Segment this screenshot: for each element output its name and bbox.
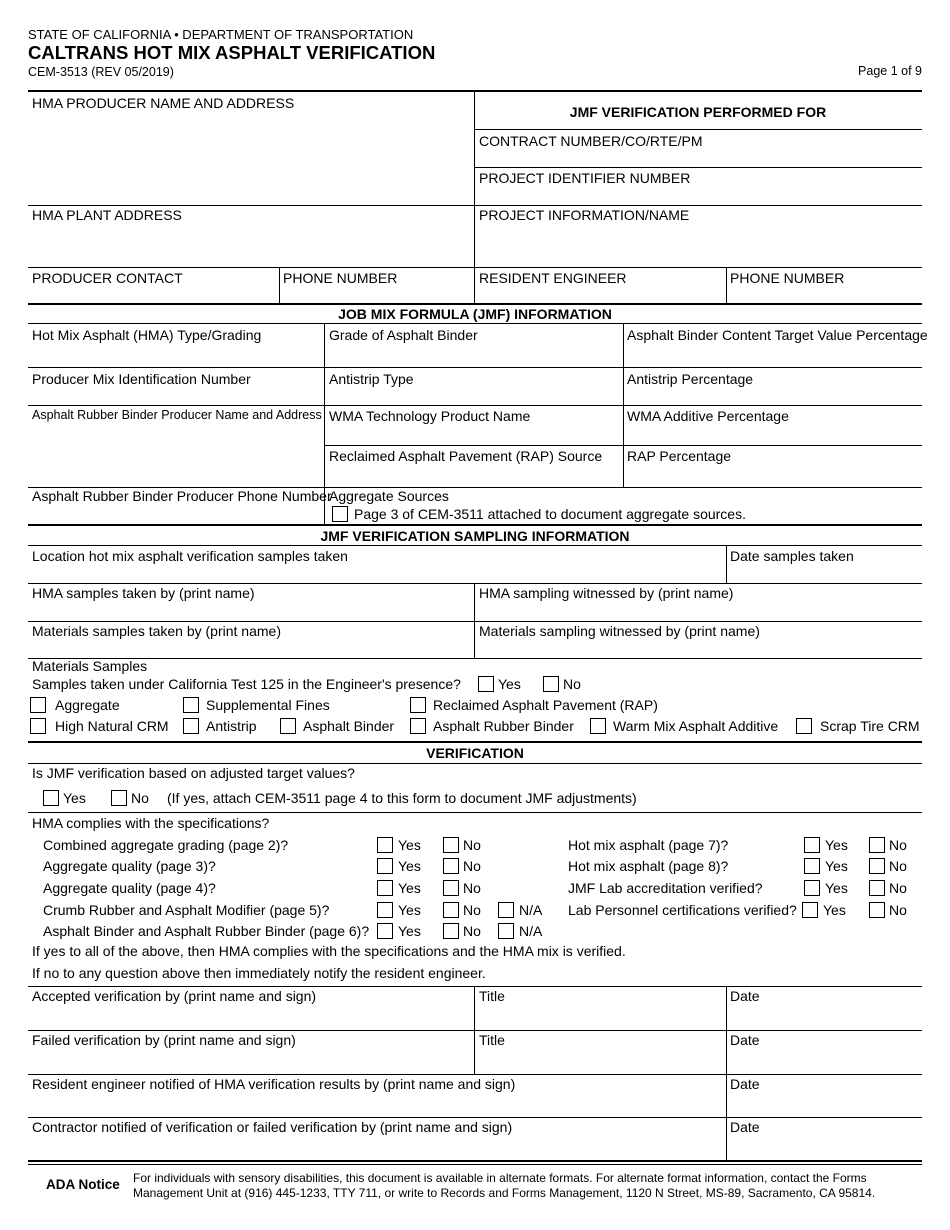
no-checkbox[interactable]	[869, 880, 885, 896]
plant-address-field[interactable]: HMA PLANT ADDRESS	[32, 207, 182, 223]
ct125-yes-checkbox[interactable]	[478, 676, 494, 692]
accepted-title-field[interactable]: Title	[479, 988, 505, 1004]
rule	[28, 1030, 922, 1031]
asphalt-rubber-binder-label: Asphalt Rubber Binder	[433, 718, 574, 734]
re-notified-field[interactable]: Resident engineer notified of HMA verification results by (print name and sign)	[32, 1076, 516, 1092]
no-label: No	[463, 902, 481, 918]
rap-label: Reclaimed Asphalt Pavement (RAP)	[433, 697, 658, 713]
no-checkbox[interactable]	[443, 902, 459, 918]
no-label: No	[889, 837, 907, 853]
resident-engineer-field[interactable]: RESIDENT ENGINEER	[479, 270, 627, 286]
rule	[28, 323, 922, 324]
rap-source-field[interactable]: Reclaimed Asphalt Pavement (RAP) Source	[329, 448, 603, 464]
no-label: No	[889, 858, 907, 874]
check-item-label: Crumb Rubber and Asphalt Modifier (page 5)?	[43, 902, 330, 918]
adjusted-yes-checkbox[interactable]	[43, 790, 59, 806]
jmf-info-heading: JOB MIX FORMULA (JMF) INFORMATION	[338, 306, 612, 322]
rule	[28, 741, 922, 743]
rule	[28, 90, 922, 92]
na-checkbox[interactable]	[498, 923, 514, 939]
yes-label: Yes	[398, 880, 421, 896]
form-number: CEM-3513 (REV 05/2019)	[28, 65, 174, 79]
ct125-no-checkbox[interactable]	[543, 676, 559, 692]
failed-by-field[interactable]: Failed verification by (print name and sign)	[32, 1032, 296, 1048]
no-label: No	[463, 837, 481, 853]
yes-label: Yes	[825, 858, 848, 874]
yes-label: Yes	[825, 837, 848, 853]
jmf-for-heading: JMF VERIFICATION PERFORMED FOR	[569, 104, 827, 120]
if-yes-note: If yes to all of the above, then HMA complies with the specifications and the HMA mix is verified.	[32, 943, 626, 959]
rule	[474, 167, 922, 168]
no-checkbox[interactable]	[443, 837, 459, 853]
agg-sources-label: Aggregate Sources	[329, 488, 449, 504]
antistrip-type-field[interactable]: Antistrip Type	[329, 371, 414, 387]
rule	[28, 986, 922, 987]
rule	[28, 763, 922, 764]
project-id-field[interactable]: PROJECT IDENTIFIER NUMBER	[479, 170, 691, 186]
contractor-notified-date-field[interactable]: Date	[730, 1119, 760, 1135]
verification-heading: VERIFICATION	[426, 745, 524, 761]
mat-taken-field[interactable]: Materials samples taken by (print name)	[32, 623, 281, 639]
accepted-by-field[interactable]: Accepted verification by (print name and sign)	[32, 988, 317, 1004]
supplemental-fines-checkbox[interactable]	[183, 697, 199, 713]
no-label: No	[463, 858, 481, 874]
check-item-label: Aggregate quality (page 3)?	[43, 858, 216, 874]
rule	[726, 545, 727, 583]
scrap-tire-crm-checkbox[interactable]	[796, 718, 812, 734]
producer-contact-field[interactable]: PRODUCER CONTACT	[32, 270, 183, 286]
yes-checkbox[interactable]	[377, 923, 393, 939]
ct125-question: Samples taken under California Test 125 in the Engineer's presence?	[32, 676, 461, 692]
na-label: N/A	[519, 923, 543, 939]
ada-text-line2: Management Unit at (916) 445-1233, TTY 711, or write to Records and Forms Management, 1120 N Street, MS-89, Sacramento, CA 95814.	[133, 1186, 876, 1200]
yes-checkbox[interactable]	[377, 902, 393, 918]
no-checkbox[interactable]	[869, 902, 885, 918]
yes-checkbox[interactable]	[377, 837, 393, 853]
failed-title-field[interactable]: Title	[479, 1032, 505, 1048]
no-label: No	[463, 923, 481, 939]
rule	[726, 267, 727, 304]
high-natural-crm-checkbox[interactable]	[30, 718, 46, 734]
ada-label: ADA Notice	[46, 1177, 120, 1192]
hma-witness-field[interactable]: HMA sampling witnessed by (print name)	[479, 585, 734, 601]
yes-checkbox[interactable]	[377, 880, 393, 896]
rule	[28, 303, 922, 305]
yes-label: Yes	[398, 858, 421, 874]
sample-date-field[interactable]: Date samples taken	[730, 548, 854, 564]
rap-checkbox[interactable]	[410, 697, 426, 713]
check-item-label: JMF Lab accreditation verified?	[568, 880, 763, 896]
yes-checkbox[interactable]	[804, 837, 820, 853]
adjusted-question: Is JMF verification based on adjusted target values?	[32, 765, 355, 781]
if-no-note: If no to any question above then immediately notify the resident engineer.	[32, 965, 486, 981]
rule	[324, 445, 922, 446]
wma-pct-field[interactable]: WMA Additive Percentage	[627, 408, 789, 424]
hma-taken-field[interactable]: HMA samples taken by (print name)	[32, 585, 255, 601]
rule	[28, 621, 922, 622]
binder-grade-field[interactable]: Grade of Asphalt Binder	[329, 327, 478, 343]
check-item-label: Hot mix asphalt (page 7)?	[568, 837, 729, 853]
ada-text-line1: For individuals with sensory disabilities, this document is available in alternate formats. For alternate format information, contact the Forms	[133, 1171, 867, 1185]
materials-samples-label: Materials Samples	[32, 658, 148, 674]
sample-location-field[interactable]: Location hot mix asphalt verification samples taken	[32, 548, 348, 564]
rule	[28, 1074, 922, 1075]
rule	[28, 583, 922, 584]
adjusted-no-checkbox[interactable]	[111, 790, 127, 806]
adjusted-note: (If yes, attach CEM-3511 page 4 to this form to document JMF adjustments)	[167, 790, 637, 806]
form-title: CALTRANS HOT MIX ASPHALT VERIFICATION	[28, 42, 436, 63]
scrap-tire-crm-label: Scrap Tire CRM	[820, 718, 920, 734]
no-checkbox[interactable]	[443, 858, 459, 874]
antistrip-label: Antistrip	[206, 718, 257, 734]
check-item-label: Asphalt Binder and Asphalt Rubber Binder (page 6)?	[43, 923, 370, 939]
wma-additive-label: Warm Mix Asphalt Additive	[613, 718, 779, 734]
re-phone-field[interactable]: PHONE NUMBER	[730, 270, 845, 286]
project-info-field[interactable]: PROJECT INFORMATION/NAME	[479, 207, 690, 223]
rule	[28, 367, 922, 368]
yes-label: Yes	[398, 923, 421, 939]
aggregate-checkbox[interactable]	[30, 697, 46, 713]
antistrip-checkbox[interactable]	[183, 718, 199, 734]
rule	[28, 1117, 922, 1118]
agency-line: STATE OF CALIFORNIA • DEPARTMENT OF TRANSPORTATION	[28, 27, 414, 42]
contract-number-field[interactable]: CONTRACT NUMBER/CO/RTE/PM	[479, 133, 703, 149]
rule	[474, 91, 475, 304]
rule	[28, 267, 922, 268]
rap-pct-field[interactable]: RAP Percentage	[627, 448, 732, 464]
high-natural-crm-label: High Natural CRM	[55, 718, 169, 734]
ct125-no-label: No	[563, 676, 581, 692]
accepted-date-field[interactable]: Date	[730, 988, 760, 1004]
yes-label: Yes	[825, 880, 848, 896]
no-label: No	[463, 880, 481, 896]
ct125-yes-label: Yes	[498, 676, 521, 692]
no-checkbox[interactable]	[869, 837, 885, 853]
asphalt-binder-checkbox[interactable]	[280, 718, 296, 734]
hma-type-field[interactable]: Hot Mix Asphalt (HMA) Type/Grading	[32, 327, 262, 343]
re-notified-date-field[interactable]: Date	[730, 1076, 760, 1092]
adjusted-no-label: No	[131, 790, 149, 806]
asphalt-rubber-binder-checkbox[interactable]	[410, 718, 426, 734]
arb-phone-field[interactable]: Asphalt Rubber Binder Producer Phone Number	[32, 488, 332, 504]
agg-attach-label: Page 3 of CEM-3511 attached to document aggregate sources.	[354, 506, 746, 522]
rule	[28, 658, 922, 659]
adjusted-yes-label: Yes	[63, 790, 86, 806]
no-label: No	[889, 880, 907, 896]
rule	[726, 986, 727, 1160]
yes-checkbox[interactable]	[804, 880, 820, 896]
antistrip-pct-field[interactable]: Antistrip Percentage	[627, 371, 754, 387]
rule	[28, 1160, 922, 1162]
mix-id-field[interactable]: Producer Mix Identification Number	[32, 371, 251, 387]
no-checkbox[interactable]	[443, 923, 459, 939]
mat-witness-field[interactable]: Materials sampling witnessed by (print name)	[479, 623, 760, 639]
arb-producer-field[interactable]: Asphalt Rubber Binder Producer Name and Address	[32, 408, 322, 422]
no-checkbox[interactable]	[869, 858, 885, 874]
failed-date-field[interactable]: Date	[730, 1032, 760, 1048]
na-label: N/A	[519, 902, 543, 918]
wma-additive-checkbox[interactable]	[590, 718, 606, 734]
yes-checkbox[interactable]	[802, 902, 818, 918]
na-checkbox[interactable]	[498, 902, 514, 918]
page-number: Page 1 of 9	[858, 64, 922, 78]
check-item-label: Lab Personnel certifications verified?	[568, 902, 797, 918]
yes-checkbox[interactable]	[804, 858, 820, 874]
producer-name-field[interactable]: HMA PRODUCER NAME AND ADDRESS	[32, 95, 295, 111]
asphalt-binder-label: Asphalt Binder	[303, 718, 395, 734]
rule	[28, 205, 922, 206]
wma-product-field[interactable]: WMA Technology Product Name	[329, 408, 531, 424]
rule	[474, 129, 922, 130]
rule	[28, 405, 922, 406]
rule	[279, 267, 280, 304]
rule	[28, 1164, 922, 1165]
yes-label: Yes	[398, 902, 421, 918]
check-item-label: Hot mix asphalt (page 8)?	[568, 858, 729, 874]
producer-phone-field[interactable]: PHONE NUMBER	[283, 270, 398, 286]
check-item-label: Aggregate quality (page 4)?	[43, 880, 216, 896]
aggregate-label: Aggregate	[55, 697, 120, 713]
sampling-heading: JMF VERIFICATION SAMPLING INFORMATION	[320, 528, 630, 544]
yes-label: Yes	[398, 837, 421, 853]
no-checkbox[interactable]	[443, 880, 459, 896]
rule	[28, 812, 922, 813]
rule	[28, 524, 922, 526]
yes-label: Yes	[823, 902, 846, 918]
no-label: No	[889, 902, 907, 918]
supplemental-fines-label: Supplemental Fines	[206, 697, 330, 713]
binder-content-field[interactable]: Asphalt Binder Content Target Value Percentage	[627, 327, 928, 343]
contractor-notified-field[interactable]: Contractor notified of verification or failed verification by (print name and sign)	[32, 1119, 513, 1135]
complies-question: HMA complies with the specifications?	[32, 815, 270, 831]
rule	[28, 545, 922, 546]
check-item-label: Combined aggregate grading (page 2)?	[43, 837, 289, 853]
yes-checkbox[interactable]	[377, 858, 393, 874]
agg-attach-checkbox[interactable]	[332, 506, 348, 522]
